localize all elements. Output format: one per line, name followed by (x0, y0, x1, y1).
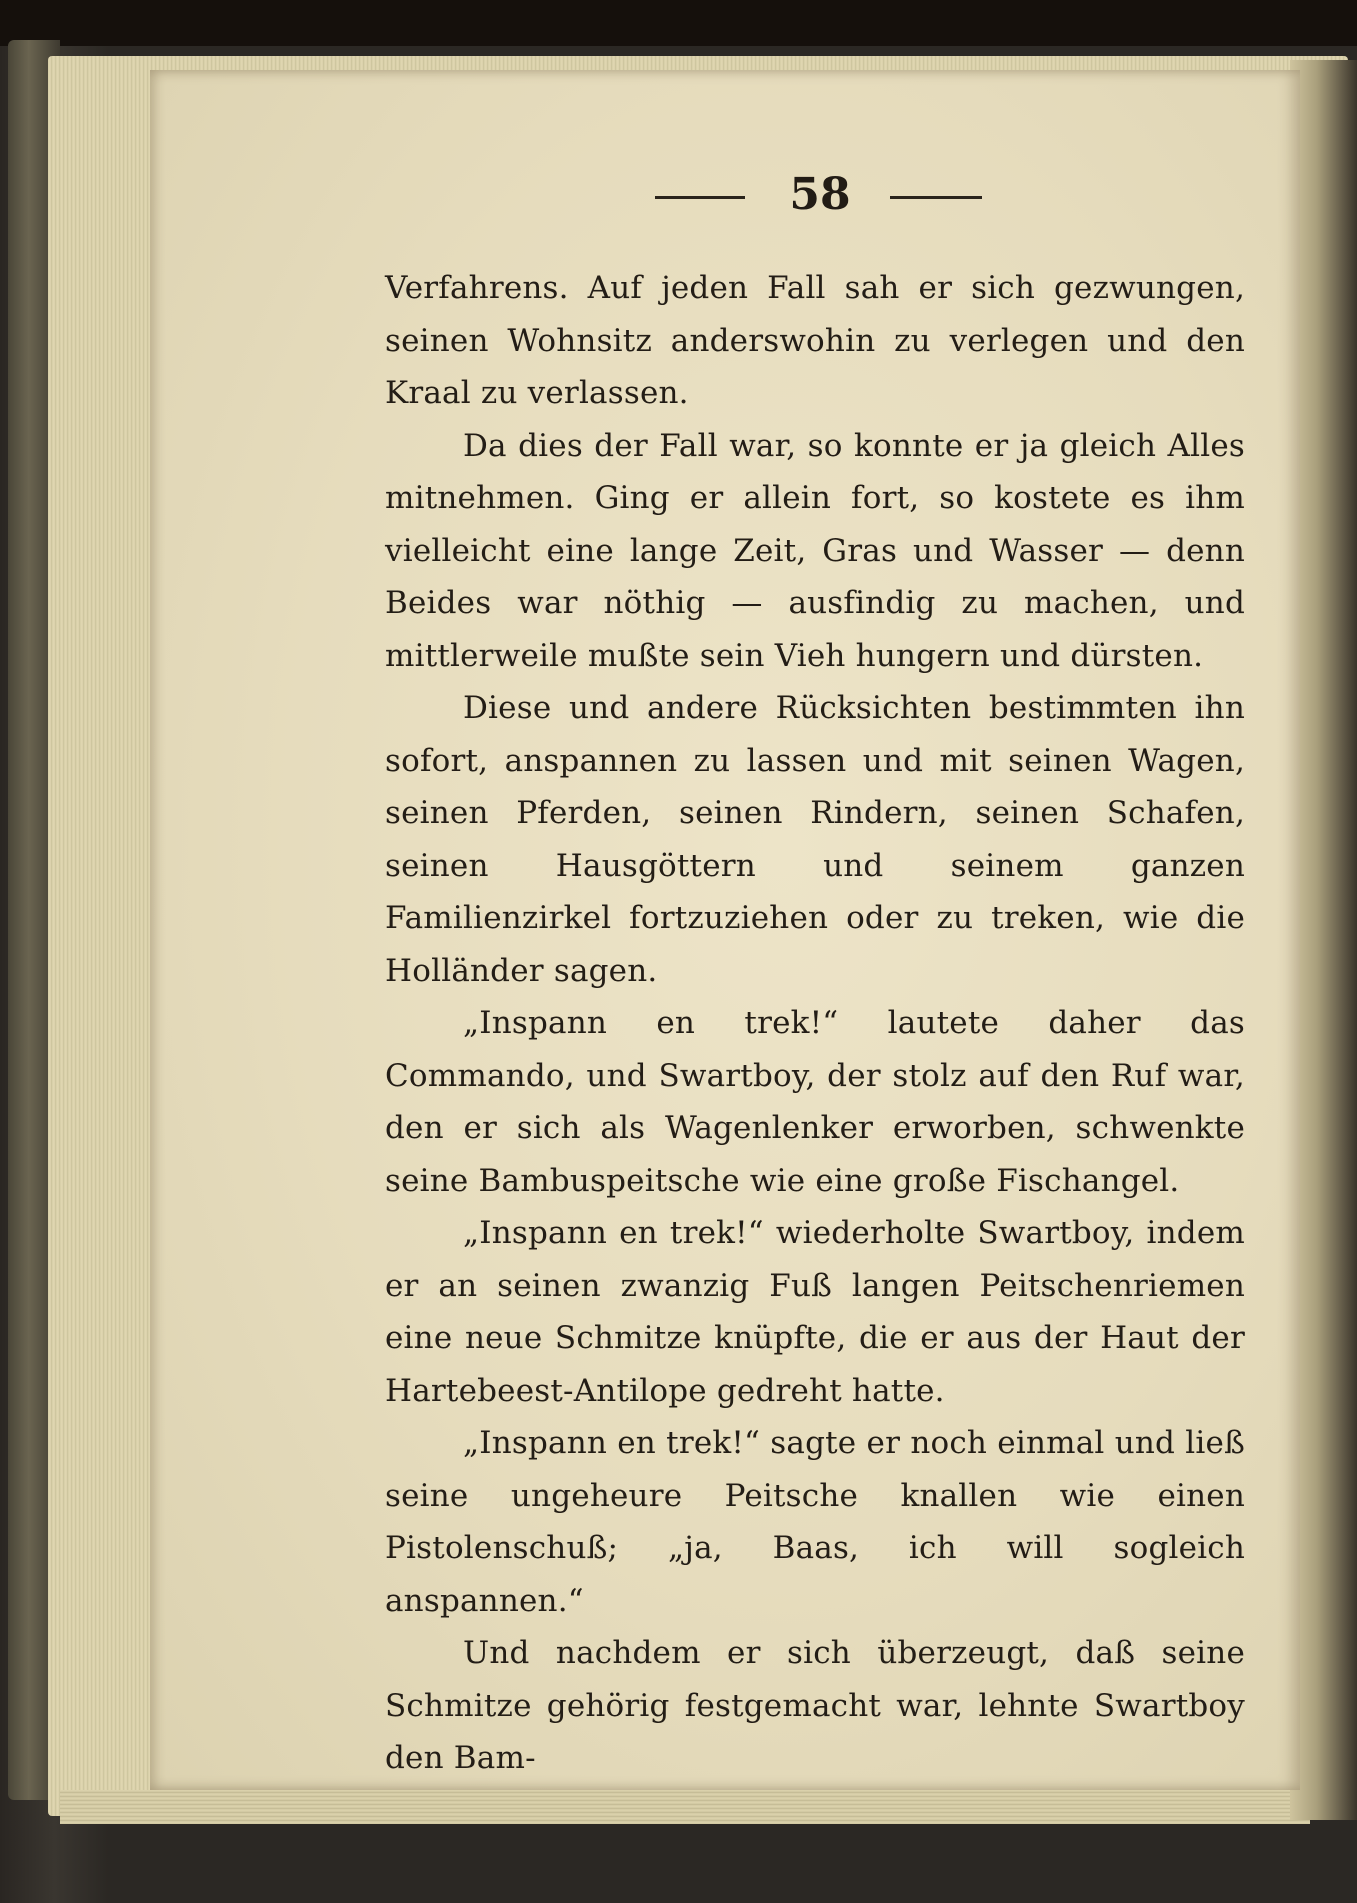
page-number: 58 (789, 169, 851, 220)
paragraph: „Inspann en trek!“ wiederholte Swartboy, indem er an seinen zwanzig Fuß langen Peitschenriemen eine neue Schmitze knüpfte, die er aus der Haut der Hartebeest-Antilope gedreht hatte. (385, 1215, 1245, 1409)
body-text (385, 262, 1245, 1785)
right-page-edge (1290, 60, 1357, 1820)
header-rule-right (890, 196, 982, 199)
paragraph: Da dies der Fall war, so konnte er ja gleich Alles mitnehmen. Ging er allein fort, so kostete es ihm vielleicht eine lange Zeit, Gras und Wasser — denn Beides war nöthig — ausfindig zu machen, und mittlerweile mußte sein Vieh hungern und dürsten. (385, 427, 1245, 674)
page-stack-bottom (60, 1790, 1310, 1824)
page-header (0, 170, 1357, 220)
paragraph: „Inspann en trek!“ sagte er noch einmal und ließ seine ungeheure Peitsche knallen wie einen Pistolenschuß; „ja, Baas, ich will sogleich anspannen.“ (385, 1425, 1245, 1619)
paragraph: Und nachdem er sich überzeugt, daß seine Schmitze gehörig festgemacht war, lehnte Swartboy den Bam- (385, 1635, 1245, 1776)
background-top (0, 0, 1357, 46)
paragraph: „Inspann en trek!“ lautete daher das Commando, und Swartboy, der stolz auf den Ruf war, den er sich als Wagenlenker erworben, schwenkte seine Bambuspeitsche wie eine große Fischangel. (385, 1005, 1245, 1199)
header-rule-left (655, 196, 745, 199)
paragraph: Verfahrens. Auf jeden Fall sah er sich gezwungen, seinen Wohnsitz anderswohin zu verlegen und den Kraal zu verlassen. (385, 270, 1245, 411)
paragraph: Diese und andere Rücksichten bestimmten ihn sofort, anspannen zu lassen und mit seinen Wagen, seinen Pferden, seinen Rindern, seinen Schafen, seinen Hausgöttern und seinem ganzen Familienzirkel fortzuziehen oder zu treken, wie die Holländer sagen. (385, 690, 1245, 989)
